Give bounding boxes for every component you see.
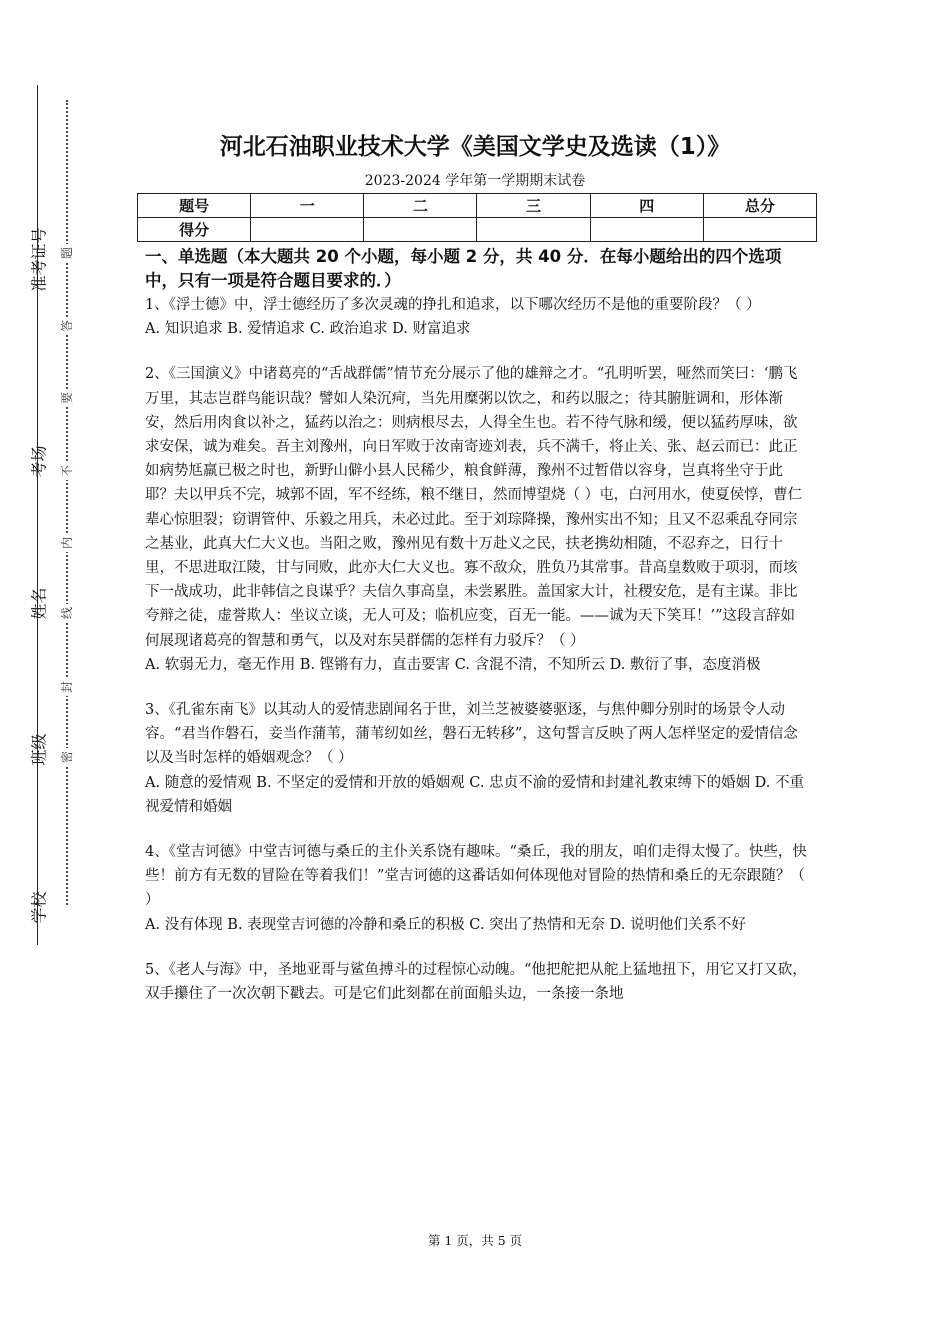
seal-char: 线 bbox=[58, 604, 76, 622]
score-cell bbox=[251, 218, 364, 242]
score-cell bbox=[477, 218, 590, 242]
seal-char: 答 bbox=[58, 317, 76, 335]
score-header-cell: 一 bbox=[251, 194, 364, 218]
score-cell bbox=[703, 218, 816, 242]
exam-title: 河北石油职业技术大学《美国文学史及选读（1）》 bbox=[219, 134, 731, 160]
question-options: A. 随意的爱情观 B. 不坚定的爱情和开放的婚姻观 C. 忠贞不渝的爱情和封建礼教束缚下的婚姻 D. 不重视爱情和婚姻 bbox=[145, 774, 805, 815]
score-table bbox=[137, 193, 817, 242]
seal-dotted-line bbox=[66, 100, 68, 905]
question-stem: 1、《浮士德》中，浮士德经历了多次灵魂的挣扎和追求，以下哪次经历不是他的重要阶段？（ ） bbox=[145, 297, 761, 313]
section-title: 一、单选题（本大题共 20 个小题，每小题 2 分，共 40 分．在每小题给出的四个选项中，只有一项是符合题目要求的．） bbox=[145, 247, 782, 290]
score-header-cell: 二 bbox=[364, 194, 477, 218]
seal-char: 题 bbox=[58, 244, 76, 262]
seal-char: 密 bbox=[58, 748, 76, 766]
question bbox=[145, 958, 808, 1006]
name-label: 姓名 bbox=[29, 587, 49, 620]
question-stem: 5、《老人与海》中，圣地亚哥与鲨鱼搏斗的过程惊心动魄。“他把舵把从舵上猛地扭下，用它又打又砍，双手攥住了一次次朝下戳去。可是它们此刻都在前面船头边，一条接一条地 bbox=[145, 961, 807, 1003]
question-stem: 3、《孔雀东南飞》以其动人的爱情悲剧闻名于世，刘兰芝被婆婆驱逐，与焦仲卿分别时的场景令人动容。“君当作磐石，妾当作蒲苇，蒲苇纫如丝，磐石无转移”，这句誓言反映了两人怎样坚定的爱情信念以及当时怎样的婚姻观念？（ ） bbox=[145, 702, 798, 767]
seal-char: 封 bbox=[58, 678, 76, 696]
score-header-cell: 题号 bbox=[138, 194, 251, 218]
question bbox=[145, 840, 808, 937]
seal-char: 不 bbox=[58, 462, 76, 480]
score-header-cell: 总分 bbox=[703, 194, 816, 218]
question bbox=[145, 362, 808, 677]
score-cell bbox=[590, 218, 703, 242]
page-number: 第 1 页，共 5 页 bbox=[427, 1233, 523, 1248]
question-options: A. 知识追求 B. 爱情追求 C. 政治追求 D. 财富追求 bbox=[145, 321, 471, 338]
question bbox=[145, 293, 808, 341]
binding-line bbox=[37, 85, 38, 945]
score-table-score-row bbox=[138, 218, 817, 242]
question-stem: 2、《三国演义》中诸葛亮的“舌战群儒”情节充分展示了他的雄辩之才。“孔明听罢，哑然而笑曰：‘鹏飞万里，其志岂群鸟能识哉？譬如人染沉疴，当先用糜粥以饮之，和药以服之；待其腑脏调和，形体渐安，然后用肉食以补之，猛药以治之：则病根尽去，人得全生也。若不待气脉和缓，便以猛药厚味，欲求安保，诚为难矣。吾主刘豫州，向日军败于汝南寄迹刘表，兵不满千，将止关、张、赵云而已：此正如病势尪羸已极之时也，新野山僻小县人民稀少，粮食鲜薄，豫州不过暂借以容身，岂真将坐守于此耶？夫以甲兵不完，城郭不固，军不经练，粮不继日，然而博望烧（ ）屯，白河用水，使夏侯惇，曹仁辈心惊胆裂；窃谓管仲、乐毅之用兵，未必过此。至于刘琮降操，豫州实出不知；且又不忍乘乱夺同宗之基业，此真大仁大义也。当阳之败，豫州见有数十万赴义之民，扶老携幼相随，不忍弃之，日行十里，不思进取江陵，甘与同败，此亦大仁大义也。寡不敌众，胜负乃其常事。昔高皇数败于项羽，而垓下一战成功，此非韩信之良谋乎？夫信久事高皇，未尝累胜。盖国家大计，社稷安危，是有主谋。非比夸辩之徒，虚誉欺人：坐议立谈，无人可及；临机应变，百无一能。——诚为天下笑耳！’”这段言辞如何展现诸葛亮的智慧和勇气，以及对东吴群儒的怎样有力驳斥？（ ） bbox=[145, 366, 803, 649]
exam-room-label: 考场 bbox=[29, 445, 49, 478]
question bbox=[145, 698, 808, 819]
score-header-cell: 四 bbox=[590, 194, 703, 218]
school-label: 学校 bbox=[29, 891, 49, 924]
class-label: 班级 bbox=[29, 733, 49, 766]
score-header-cell: 三 bbox=[477, 194, 590, 218]
question-options: A. 软弱无力，毫无作用 B. 铿锵有力，直击要害 C. 含混不清，不知所云 D. 敷衍了事，态度消极 bbox=[145, 656, 761, 673]
exam-subtitle: 2023-2024 学年第一学期期末试卷 bbox=[364, 173, 586, 189]
exam-id-label: 准考证号 bbox=[29, 227, 49, 292]
score-table-header-row bbox=[138, 194, 817, 218]
exam-content bbox=[145, 245, 808, 1027]
question-options: A. 没有体现 B. 表现堂吉诃德的冷静和桑丘的积极 C. 突出了热情和无奈 D. 说明他们关系不好 bbox=[145, 916, 747, 933]
score-row-label: 得分 bbox=[138, 218, 251, 242]
seal-char: 内 bbox=[58, 534, 76, 552]
question-stem: 4、《堂吉诃德》中堂吉诃德与桑丘的主仆关系饶有趣味。“桑丘，我的朋友，咱们走得太慢了。快些，快些！前方有无数的冒险在等着我们！”堂吉诃德的这番话如何体现他对冒险的热情和桑丘的无奈跟随？（ ） bbox=[145, 844, 807, 909]
seal-char: 要 bbox=[58, 389, 76, 407]
score-cell bbox=[364, 218, 477, 242]
